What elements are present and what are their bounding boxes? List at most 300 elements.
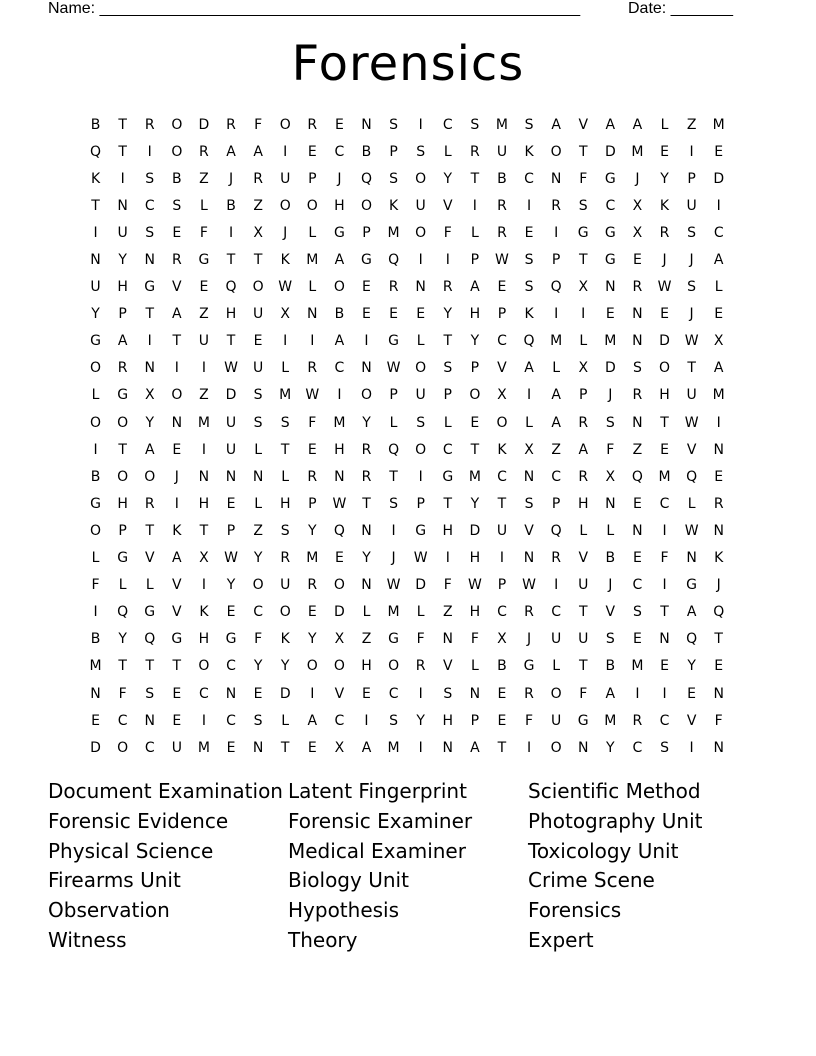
grid-cell[interactable]: R xyxy=(578,468,589,485)
grid-cell[interactable]: S xyxy=(524,279,534,296)
grid-cell[interactable]: T xyxy=(470,170,480,187)
grid-cell[interactable]: K xyxy=(524,143,534,160)
grid-cell[interactable]: O xyxy=(252,577,264,594)
grid-cell[interactable]: C xyxy=(713,224,724,241)
grid-cell[interactable]: I xyxy=(93,224,98,241)
grid-cell[interactable]: P xyxy=(118,306,127,323)
grid-cell[interactable]: F xyxy=(443,224,452,241)
grid-cell[interactable]: F xyxy=(606,441,615,458)
grid-cell[interactable]: N xyxy=(605,495,616,512)
grid-cell[interactable]: V xyxy=(172,577,182,594)
grid-cell[interactable]: S xyxy=(632,604,642,621)
grid-cell[interactable]: R xyxy=(361,441,372,458)
grid-cell[interactable]: P xyxy=(470,252,480,269)
grid-cell[interactable]: S xyxy=(145,224,155,241)
grid-cell[interactable]: F xyxy=(254,116,263,133)
grid-cell[interactable]: I xyxy=(93,441,98,458)
grid-cell[interactable]: I xyxy=(201,712,206,729)
grid-cell[interactable]: C xyxy=(226,658,236,675)
grid-cell[interactable]: D xyxy=(90,739,101,756)
grid-cell[interactable]: Q xyxy=(117,604,129,621)
grid-cell[interactable]: A xyxy=(551,116,561,133)
grid-cell[interactable]: O xyxy=(415,224,427,241)
grid-cell[interactable]: H xyxy=(469,550,481,567)
grid-cell[interactable]: X xyxy=(524,441,534,458)
grid-cell[interactable]: N xyxy=(632,306,643,323)
grid-cell[interactable]: U xyxy=(225,414,237,431)
grid-cell[interactable]: E xyxy=(334,550,344,567)
grid-cell[interactable]: B xyxy=(334,306,345,323)
grid-cell[interactable]: F xyxy=(443,577,452,594)
grid-cell[interactable]: W xyxy=(224,360,238,377)
grid-cell[interactable]: W xyxy=(305,387,320,404)
grid-cell[interactable]: R xyxy=(280,550,291,567)
grid-cell[interactable]: J xyxy=(283,224,288,241)
grid-cell[interactable]: M xyxy=(712,116,725,133)
grid-cell[interactable]: E xyxy=(416,306,426,323)
grid-cell[interactable]: P xyxy=(470,360,480,377)
grid-cell[interactable]: R xyxy=(307,116,318,133)
grid-cell[interactable]: P xyxy=(226,522,236,539)
grid-cell[interactable]: T xyxy=(687,360,696,377)
grid-cell[interactable]: U xyxy=(551,712,562,729)
grid-cell[interactable]: D xyxy=(225,387,237,404)
grid-cell[interactable]: G xyxy=(198,252,210,269)
grid-cell[interactable]: C xyxy=(659,495,670,512)
grid-cell[interactable]: C xyxy=(144,739,155,756)
grid-cell[interactable]: T xyxy=(145,658,155,675)
grid-cell[interactable]: Y xyxy=(443,306,453,323)
grid-cell[interactable]: A xyxy=(226,143,236,160)
grid-cell[interactable]: N xyxy=(632,414,643,431)
grid-cell[interactable]: C xyxy=(334,143,345,160)
grid-cell[interactable]: O xyxy=(252,279,264,296)
grid-cell[interactable]: O xyxy=(333,279,345,296)
grid-cell[interactable]: L xyxy=(443,143,452,160)
grid-cell[interactable]: N xyxy=(307,306,318,323)
grid-cell[interactable]: F xyxy=(199,224,208,241)
grid-cell[interactable]: O xyxy=(117,468,129,485)
grid-cell[interactable]: B xyxy=(90,116,101,133)
grid-cell[interactable]: E xyxy=(172,712,182,729)
grid-cell[interactable]: C xyxy=(334,360,345,377)
grid-cell[interactable]: P xyxy=(308,170,317,187)
grid-cell[interactable]: O xyxy=(469,387,481,404)
grid-cell[interactable]: E xyxy=(714,143,724,160)
grid-cell[interactable]: R xyxy=(226,116,236,133)
grid-cell[interactable]: A xyxy=(172,550,182,567)
grid-cell[interactable]: T xyxy=(389,468,398,485)
grid-cell[interactable]: R xyxy=(199,143,209,160)
grid-cell[interactable]: G xyxy=(388,333,399,350)
grid-cell[interactable]: J xyxy=(608,577,613,594)
date-field[interactable]: Date: _______ xyxy=(628,0,733,17)
grid-cell[interactable]: O xyxy=(388,658,400,675)
grid-cell[interactable]: N xyxy=(713,441,724,458)
grid-cell[interactable]: L xyxy=(416,604,425,621)
grid-cell[interactable]: P xyxy=(579,387,588,404)
grid-cell[interactable]: X xyxy=(497,631,507,648)
grid-cell[interactable]: Y xyxy=(308,631,317,648)
grid-cell[interactable]: S xyxy=(605,414,615,431)
grid-cell[interactable]: O xyxy=(117,414,129,431)
grid-cell[interactable]: Q xyxy=(713,604,725,621)
grid-cell[interactable]: C xyxy=(144,197,155,214)
grid-cell[interactable]: T xyxy=(578,252,588,269)
grid-cell[interactable]: X xyxy=(253,224,263,241)
grid-cell[interactable]: G xyxy=(171,631,183,648)
grid-cell[interactable]: I xyxy=(662,522,667,539)
grid-cell[interactable]: Y xyxy=(443,170,453,187)
grid-cell[interactable]: O xyxy=(90,522,102,539)
grid-cell[interactable]: T xyxy=(226,333,236,350)
grid-cell[interactable]: E xyxy=(497,685,507,702)
grid-cell[interactable]: X xyxy=(713,333,724,350)
grid-cell[interactable]: H xyxy=(117,279,128,296)
grid-cell[interactable]: E xyxy=(605,306,615,323)
grid-cell[interactable]: L xyxy=(470,224,479,241)
grid-cell[interactable]: S xyxy=(470,116,480,133)
grid-cell[interactable]: K xyxy=(497,441,507,458)
grid-cell[interactable]: I xyxy=(526,387,532,404)
grid-cell[interactable]: O xyxy=(415,441,427,458)
grid-cell[interactable]: I xyxy=(581,306,586,323)
grid-cell[interactable]: W xyxy=(278,279,293,296)
grid-cell[interactable]: S xyxy=(145,685,155,702)
grid-cell[interactable]: R xyxy=(171,252,182,269)
grid-cell[interactable]: T xyxy=(660,604,669,621)
grid-cell[interactable]: E xyxy=(91,712,100,729)
grid-cell[interactable]: F xyxy=(416,631,425,648)
grid-cell[interactable]: K xyxy=(280,631,290,648)
grid-cell[interactable]: Q xyxy=(550,279,562,296)
grid-cell[interactable]: O xyxy=(279,604,291,621)
grid-cell[interactable]: S xyxy=(416,414,426,431)
grid-cell[interactable]: Y xyxy=(253,658,263,675)
grid-cell[interactable]: E xyxy=(389,306,398,323)
grid-cell[interactable]: F xyxy=(714,712,723,729)
grid-cell[interactable]: N xyxy=(361,360,372,377)
grid-cell[interactable]: M xyxy=(197,739,210,756)
grid-cell[interactable]: G xyxy=(577,712,589,729)
grid-cell[interactable]: Y xyxy=(416,712,425,729)
grid-cell[interactable]: N xyxy=(252,739,264,756)
grid-cell[interactable]: J xyxy=(337,170,342,187)
grid-cell[interactable]: H xyxy=(442,522,454,539)
grid-cell[interactable]: P xyxy=(118,522,127,539)
grid-cell[interactable]: E xyxy=(714,306,724,323)
grid-cell[interactable]: L xyxy=(254,495,263,512)
grid-cell[interactable]: S xyxy=(253,414,263,431)
grid-cell[interactable]: R xyxy=(659,224,670,241)
grid-cell[interactable]: N xyxy=(469,685,481,702)
grid-cell[interactable]: U xyxy=(252,306,264,323)
grid-cell[interactable]: Y xyxy=(470,495,480,512)
grid-cell[interactable]: R xyxy=(253,170,263,187)
grid-cell[interactable]: H xyxy=(469,306,481,323)
grid-cell[interactable]: I xyxy=(93,604,98,621)
grid-cell[interactable]: B xyxy=(497,170,507,187)
grid-cell[interactable]: O xyxy=(415,360,427,377)
grid-cell[interactable]: N xyxy=(713,522,724,539)
grid-cell[interactable]: G xyxy=(225,631,237,648)
grid-cell[interactable]: Y xyxy=(226,577,236,594)
grid-cell[interactable]: F xyxy=(254,631,263,648)
grid-cell[interactable]: O xyxy=(171,387,183,404)
grid-cell[interactable]: T xyxy=(118,143,127,160)
grid-cell[interactable]: U xyxy=(171,739,182,756)
grid-cell[interactable]: T xyxy=(280,441,290,458)
grid-cell[interactable]: U xyxy=(90,279,101,296)
grid-cell[interactable]: I xyxy=(364,333,369,350)
grid-cell[interactable]: B xyxy=(90,631,101,648)
grid-cell[interactable]: T xyxy=(362,495,371,512)
grid-cell[interactable]: M xyxy=(89,658,102,675)
grid-cell[interactable]: I xyxy=(716,414,721,431)
grid-cell[interactable]: R xyxy=(632,279,643,296)
grid-cell[interactable]: I xyxy=(445,550,450,567)
grid-cell[interactable]: G xyxy=(415,522,427,539)
grid-cell[interactable]: H xyxy=(334,441,345,458)
grid-cell[interactable]: M xyxy=(387,739,400,756)
grid-cell[interactable]: A xyxy=(334,333,345,350)
grid-cell[interactable]: R xyxy=(632,387,643,404)
grid-cell[interactable]: E xyxy=(470,414,480,431)
grid-cell[interactable]: P xyxy=(362,224,371,241)
grid-cell[interactable]: N xyxy=(144,712,155,729)
grid-cell[interactable]: P xyxy=(497,577,507,594)
grid-cell[interactable]: R xyxy=(524,685,534,702)
grid-cell[interactable]: N xyxy=(90,685,101,702)
grid-cell[interactable]: E xyxy=(714,658,724,675)
grid-cell[interactable]: Y xyxy=(687,658,696,675)
grid-cell[interactable]: N xyxy=(361,577,372,594)
grid-cell[interactable]: H xyxy=(659,387,670,404)
grid-cell[interactable]: Y xyxy=(118,631,127,648)
grid-cell[interactable]: X xyxy=(334,631,345,648)
grid-cell[interactable]: R xyxy=(388,279,399,296)
grid-cell[interactable]: I xyxy=(554,306,559,323)
grid-cell[interactable]: S xyxy=(605,631,615,648)
grid-cell[interactable]: B xyxy=(605,550,616,567)
grid-cell[interactable]: V xyxy=(144,550,155,567)
grid-cell[interactable]: G xyxy=(117,550,129,567)
grid-cell[interactable]: E xyxy=(199,279,209,296)
grid-cell[interactable]: A xyxy=(551,387,561,404)
grid-cell[interactable]: P xyxy=(308,495,317,512)
grid-cell[interactable]: L xyxy=(416,333,425,350)
grid-cell[interactable]: T xyxy=(172,658,182,675)
grid-cell[interactable]: S xyxy=(687,279,697,296)
grid-cell[interactable]: A xyxy=(551,414,561,431)
grid-cell[interactable]: S xyxy=(280,522,290,539)
grid-cell[interactable]: N xyxy=(225,468,237,485)
grid-cell[interactable]: M xyxy=(468,468,481,485)
grid-cell[interactable]: C xyxy=(334,712,345,729)
grid-cell[interactable]: O xyxy=(550,685,562,702)
grid-cell[interactable]: G xyxy=(333,224,345,241)
grid-cell[interactable]: W xyxy=(332,495,347,512)
grid-cell[interactable]: E xyxy=(497,279,507,296)
grid-cell[interactable]: I xyxy=(418,468,423,485)
grid-cell[interactable]: S xyxy=(253,712,263,729)
grid-cell[interactable]: X xyxy=(497,387,507,404)
grid-cell[interactable]: I xyxy=(418,116,423,133)
grid-cell[interactable]: I xyxy=(635,685,640,702)
grid-cell[interactable]: Z xyxy=(442,604,453,621)
grid-cell[interactable]: E xyxy=(307,604,317,621)
grid-cell[interactable]: V xyxy=(334,685,345,702)
grid-cell[interactable]: S xyxy=(389,116,399,133)
grid-cell[interactable]: G xyxy=(604,170,616,187)
grid-cell[interactable]: L xyxy=(687,495,696,512)
grid-cell[interactable]: Z xyxy=(253,197,263,214)
grid-cell[interactable]: G xyxy=(604,224,616,241)
grid-cell[interactable]: J xyxy=(608,387,613,404)
grid-cell[interactable]: P xyxy=(551,252,561,269)
grid-cell[interactable]: H xyxy=(334,197,345,214)
grid-cell[interactable]: G xyxy=(144,604,156,621)
grid-cell[interactable]: A xyxy=(632,116,643,133)
grid-cell[interactable]: U xyxy=(551,631,562,648)
grid-cell[interactable]: T xyxy=(280,739,290,756)
grid-cell[interactable]: N xyxy=(523,550,535,567)
grid-cell[interactable]: L xyxy=(552,360,561,377)
grid-cell[interactable]: D xyxy=(415,577,427,594)
grid-cell[interactable]: Z xyxy=(199,170,209,187)
grid-cell[interactable]: H xyxy=(361,658,372,675)
grid-cell[interactable]: G xyxy=(117,387,129,404)
grid-cell[interactable]: I xyxy=(418,685,423,702)
grid-cell[interactable]: U xyxy=(686,197,697,214)
grid-cell[interactable]: U xyxy=(117,224,128,241)
grid-cell[interactable]: I xyxy=(662,577,667,594)
grid-cell[interactable]: X xyxy=(578,279,589,296)
grid-cell[interactable]: E xyxy=(660,143,669,160)
grid-cell[interactable]: O xyxy=(496,414,508,431)
grid-cell[interactable]: C xyxy=(632,739,643,756)
grid-cell[interactable]: Y xyxy=(145,414,155,431)
grid-cell[interactable]: D xyxy=(604,143,616,160)
grid-cell[interactable]: C xyxy=(659,712,670,729)
grid-cell[interactable]: U xyxy=(225,441,237,458)
grid-cell[interactable]: T xyxy=(497,739,507,756)
grid-cell[interactable]: E xyxy=(632,495,642,512)
grid-cell[interactable]: Q xyxy=(333,522,345,539)
grid-cell[interactable]: T xyxy=(253,252,263,269)
grid-cell[interactable]: B xyxy=(605,658,616,675)
grid-cell[interactable]: K xyxy=(172,522,182,539)
grid-cell[interactable]: G xyxy=(361,252,372,269)
grid-cell[interactable]: A xyxy=(307,712,318,729)
grid-cell[interactable]: M xyxy=(495,116,508,133)
grid-cell[interactable]: J xyxy=(635,170,640,187)
grid-cell[interactable]: D xyxy=(334,604,345,621)
grid-cell[interactable]: C xyxy=(442,116,453,133)
grid-cell[interactable]: F xyxy=(308,414,317,431)
grid-cell[interactable]: W xyxy=(684,522,699,539)
grid-cell[interactable]: A xyxy=(470,279,480,296)
grid-cell[interactable]: W xyxy=(495,252,509,269)
grid-cell[interactable]: C xyxy=(497,468,507,485)
grid-cell[interactable]: N xyxy=(171,414,183,431)
grid-cell[interactable]: V xyxy=(497,360,507,377)
grid-cell[interactable]: I xyxy=(201,360,206,377)
grid-cell[interactable]: R xyxy=(713,495,724,512)
grid-cell[interactable]: O xyxy=(360,387,372,404)
grid-cell[interactable]: I xyxy=(662,685,667,702)
grid-cell[interactable]: A xyxy=(605,116,616,133)
grid-cell[interactable]: R xyxy=(497,224,507,241)
grid-cell[interactable]: L xyxy=(281,712,290,729)
grid-cell[interactable]: C xyxy=(551,468,562,485)
grid-cell[interactable]: L xyxy=(308,279,317,296)
grid-cell[interactable]: Z xyxy=(686,116,697,133)
grid-cell[interactable]: I xyxy=(364,712,369,729)
grid-cell[interactable]: Y xyxy=(91,306,100,323)
grid-cell[interactable]: M xyxy=(279,387,292,404)
grid-cell[interactable]: R xyxy=(307,577,318,594)
grid-cell[interactable]: U xyxy=(280,170,291,187)
grid-cell[interactable]: E xyxy=(226,604,236,621)
grid-cell[interactable]: H xyxy=(577,495,589,512)
grid-cell[interactable]: Q xyxy=(388,252,400,269)
grid-cell[interactable]: Z xyxy=(253,522,263,539)
grid-cell[interactable]: B xyxy=(361,143,372,160)
grid-cell[interactable]: W xyxy=(522,577,536,594)
grid-cell[interactable]: Y xyxy=(660,170,669,187)
grid-cell[interactable]: N xyxy=(144,252,155,269)
grid-cell[interactable]: F xyxy=(525,712,534,729)
grid-cell[interactable]: S xyxy=(660,739,669,756)
grid-cell[interactable]: I xyxy=(147,333,152,350)
grid-cell[interactable]: L xyxy=(552,658,561,675)
grid-cell[interactable]: M xyxy=(333,414,346,431)
grid-cell[interactable]: B xyxy=(172,170,182,187)
grid-cell[interactable]: I xyxy=(554,577,559,594)
grid-cell[interactable]: N xyxy=(117,197,128,214)
grid-cell[interactable]: V xyxy=(686,712,697,729)
grid-cell[interactable]: G xyxy=(388,631,399,648)
grid-cell[interactable]: Z xyxy=(199,306,209,323)
grid-cell[interactable]: I xyxy=(201,441,206,458)
grid-cell[interactable]: C xyxy=(442,441,453,458)
grid-cell[interactable]: A xyxy=(470,739,480,756)
grid-cell[interactable]: T xyxy=(714,631,723,648)
grid-cell[interactable]: Y xyxy=(280,658,290,675)
grid-cell[interactable]: E xyxy=(660,658,669,675)
grid-cell[interactable]: S xyxy=(632,360,642,377)
grid-cell[interactable]: L xyxy=(281,468,290,485)
grid-cell[interactable]: T xyxy=(470,441,480,458)
grid-cell[interactable]: T xyxy=(497,495,507,512)
grid-cell[interactable]: N xyxy=(659,631,670,648)
grid-cell[interactable]: L xyxy=(606,522,615,539)
grid-cell[interactable]: F xyxy=(579,170,588,187)
grid-cell[interactable]: W xyxy=(386,360,401,377)
grid-cell[interactable]: K xyxy=(90,170,101,187)
grid-cell[interactable]: U xyxy=(578,577,589,594)
grid-cell[interactable]: F xyxy=(470,631,479,648)
grid-cell[interactable]: J xyxy=(689,306,694,323)
grid-cell[interactable]: L xyxy=(579,522,588,539)
grid-cell[interactable]: I xyxy=(174,360,179,377)
grid-cell[interactable]: G xyxy=(577,224,589,241)
grid-cell[interactable]: X xyxy=(334,739,345,756)
grid-cell[interactable]: Y xyxy=(308,522,317,539)
grid-cell[interactable]: L xyxy=(389,414,398,431)
grid-cell[interactable]: P xyxy=(470,712,480,729)
